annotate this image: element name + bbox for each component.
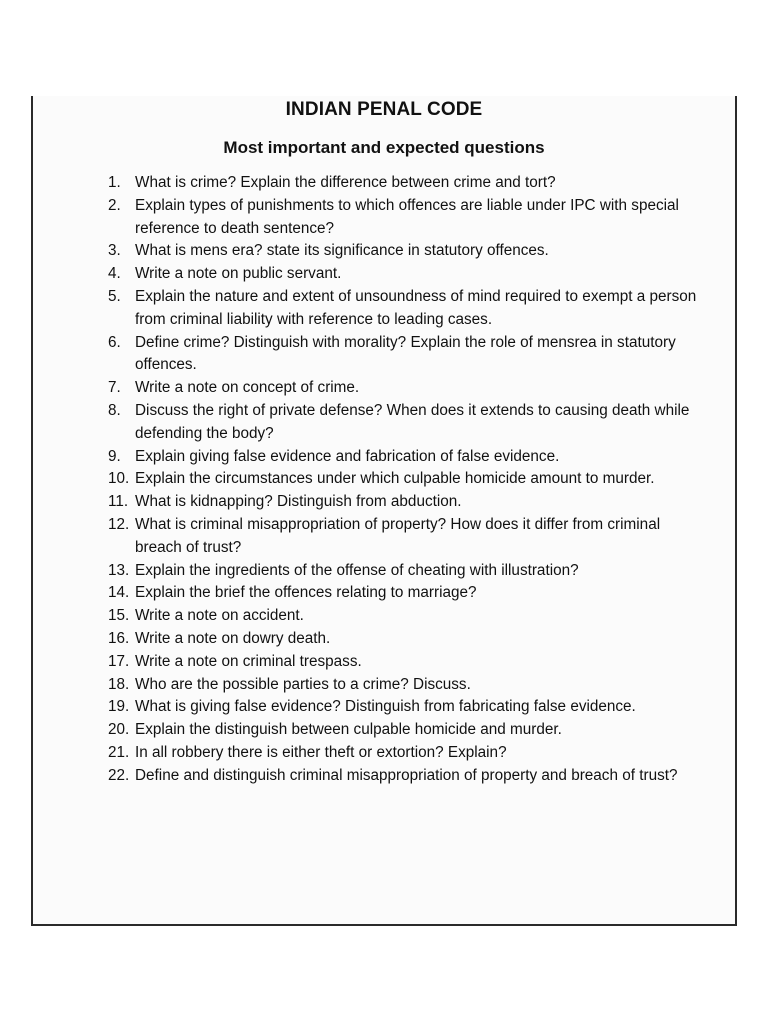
page-left-border [31, 96, 33, 925]
question-text: Explain the circumstances under which culpable homicide amount to murder. [135, 470, 655, 488]
question-text: Explain the nature and extent of unsoundness of mind required to exempt a person from criminal liability with reference to leading cases. [135, 287, 697, 328]
question-text: What is criminal misappropriation of property? How does it differ from criminal breach of trust? [135, 515, 661, 556]
question-item [108, 605, 708, 628]
question-number: 18. [108, 675, 130, 693]
question-number: 8. [108, 401, 121, 419]
question-text: Write a note on accident. [135, 607, 304, 625]
question-item [108, 491, 708, 514]
question-text: Write a note on criminal trespass. [135, 652, 362, 670]
question-item [108, 377, 708, 400]
question-text: Write a note on dowry death. [135, 629, 331, 647]
question-item [108, 742, 708, 765]
question-text: Write a note on concept of crime. [135, 379, 360, 397]
question-text: In all robbery there is either theft or extortion? Explain? [135, 743, 507, 761]
document-subtitle: Most important and expected questions [223, 138, 545, 157]
question-item [108, 719, 708, 742]
question-text: What is crime? Explain the difference between crime and tort? [135, 174, 556, 191]
page-right-border [735, 96, 737, 925]
question-text: What is kidnapping? Distinguish from abduction. [135, 493, 462, 511]
question-text: Discuss the right of private defense? When does it extends to causing death while defending the body? [135, 401, 690, 442]
question-list [108, 172, 708, 788]
question-number: 21. [108, 743, 130, 761]
question-number: 3. [108, 242, 121, 260]
question-number: 10. [108, 470, 130, 488]
question-number: 2. [108, 196, 121, 214]
question-item [108, 286, 708, 332]
question-item [108, 765, 708, 788]
question-item [108, 240, 708, 263]
question-number: 16. [108, 629, 130, 647]
question-item [108, 195, 708, 241]
question-text: Who are the possible parties to a crime? Discuss. [135, 675, 471, 693]
question-text: What is mens era? state its significance in statutory offences. [135, 242, 549, 260]
question-item [108, 332, 708, 378]
page-bottom-border [31, 924, 737, 926]
question-number: 13. [108, 561, 130, 579]
question-text: Define crime? Distinguish with morality? Explain the role of mensrea in statutory offences. [135, 333, 676, 374]
question-item [108, 628, 708, 651]
question-number: 5. [108, 287, 121, 305]
question-number: 15. [108, 607, 130, 625]
question-number: 20. [108, 721, 130, 739]
question-item [108, 696, 708, 719]
question-number: 17. [108, 652, 130, 670]
question-item [108, 651, 708, 674]
question-text: Explain the distinguish between culpable homicide and murder. [135, 721, 562, 739]
question-item [108, 400, 708, 446]
question-number: 12. [108, 515, 130, 533]
question-text: Define and distinguish criminal misappropriation of property and breach of trust? [135, 766, 678, 784]
question-number: 11. [108, 493, 129, 511]
question-text: Explain giving false evidence and fabrication of false evidence. [135, 447, 560, 465]
question-number: 19. [108, 698, 130, 716]
question-number: 4. [108, 265, 121, 283]
question-item [108, 582, 708, 605]
question-item [108, 468, 708, 491]
document-title: INDIAN PENAL CODE [285, 99, 483, 120]
question-text: Explain the ingredients of the offense of cheating with illustration? [135, 561, 579, 579]
question-item [108, 263, 708, 286]
question-text: Explain the brief the offences relating to marriage? [135, 584, 477, 602]
question-number: 6. [108, 333, 121, 351]
question-text: What is giving false evidence? Distinguish from fabricating false evidence. [135, 698, 636, 716]
question-text: Explain types of punishments to which offences are liable under IPC with special reference to death sentence? [135, 196, 679, 237]
question-number: 22. [108, 766, 130, 784]
question-text: Write a note on public servant. [135, 265, 342, 283]
question-number: 14. [108, 584, 130, 602]
question-number: 7. [108, 379, 121, 397]
question-item [108, 560, 708, 583]
question-item [108, 172, 708, 195]
question-item [108, 446, 708, 469]
question-item [108, 514, 708, 560]
question-number: 9. [108, 447, 121, 465]
question-item [108, 674, 708, 697]
question-number: 1. [108, 174, 121, 191]
